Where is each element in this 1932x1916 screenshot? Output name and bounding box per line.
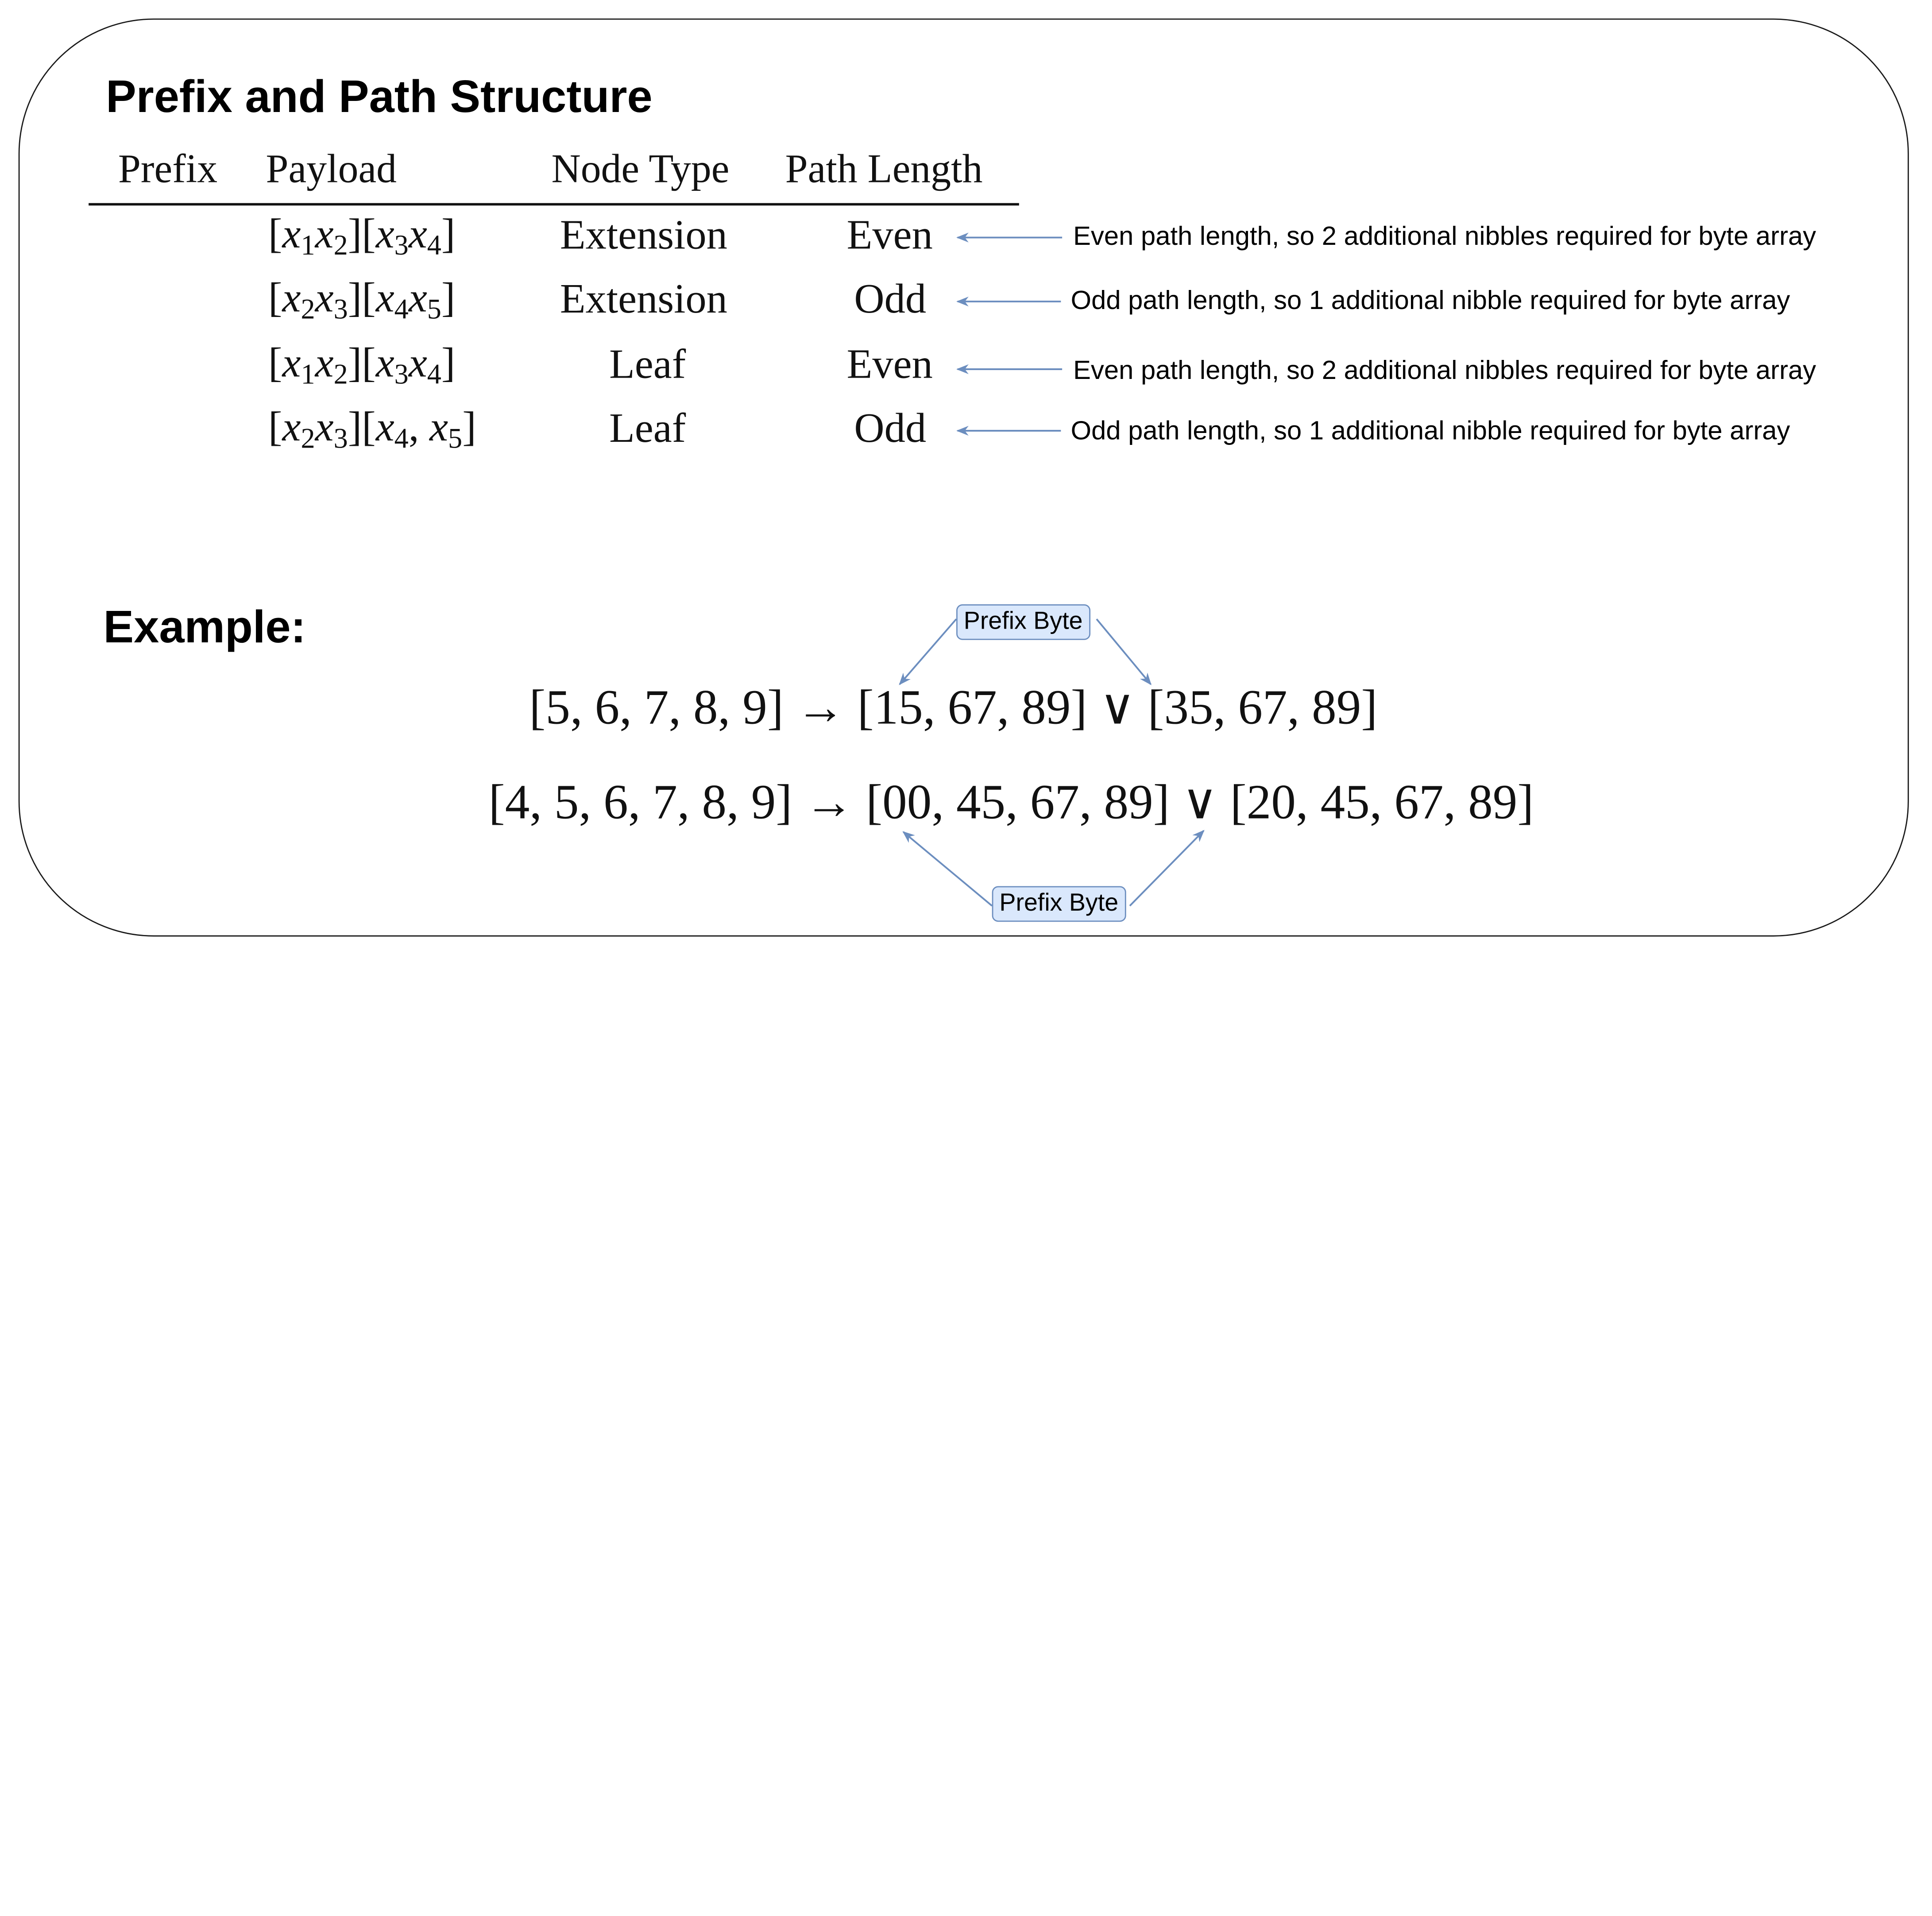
- prefix-byte-badge-top: Prefix Byte: [956, 604, 1090, 640]
- prefix-byte-badge-bottom: Prefix Byte: [992, 886, 1126, 922]
- row-note: Odd path length, so 1 additional nibble required for byte array: [1070, 285, 1790, 315]
- prefix-arrow: [904, 832, 992, 906]
- row-note: Even path length, so 2 additional nibbles required for byte array: [1073, 355, 1816, 386]
- table-cell-payload: $[x_1x_2][x_3x_4]$: [268, 212, 456, 262]
- table-cell-node-type: Leaf: [609, 342, 686, 388]
- example-equation-1: [5, 6, 7, 8, 9] → [15, 67, 89] ∨ [35, 67, 89]: [529, 679, 1378, 735]
- table-cell-path-length: Odd: [854, 277, 927, 323]
- example-equation-2: [4, 5, 6, 7, 8, 9] → [00, 45, 67, 89] ∨ [20, 45, 67, 89]: [488, 774, 1534, 830]
- prefix-arrow: [1130, 831, 1204, 906]
- page-title: Prefix and Path Structure: [106, 71, 653, 122]
- table-cell-payload: $[x_2x_3][x_4$, $x_5$]: [268, 405, 476, 455]
- prefix-arrow: [900, 619, 956, 684]
- table-cell-path-length: Even: [846, 342, 933, 388]
- table-cell-node-type: Leaf: [609, 406, 686, 452]
- table-cell-path-length: Even: [846, 212, 933, 259]
- table-cell-payload: $[x_1x_2][x_3x_4]$: [268, 341, 456, 391]
- prefix-arrow: [1097, 619, 1151, 684]
- header-node-type: Node Type: [551, 147, 730, 192]
- header-payload: Payload: [266, 147, 397, 192]
- table-cell-payload: $[x_2x_3][x_4x_5]$: [268, 275, 456, 326]
- table-cell-path-length: Odd: [854, 406, 927, 452]
- row-note: Even path length, so 2 additional nibbles required for byte array: [1073, 221, 1816, 251]
- table-cell-node-type: Extension: [560, 212, 727, 259]
- table-cell-node-type: Extension: [560, 277, 727, 323]
- row-note: Odd path length, so 1 additional nibble required for byte array: [1070, 416, 1790, 446]
- header-prefix: Prefix: [118, 147, 218, 192]
- header-path-length: Path Length: [785, 147, 983, 192]
- example-heading: Example:: [103, 602, 306, 653]
